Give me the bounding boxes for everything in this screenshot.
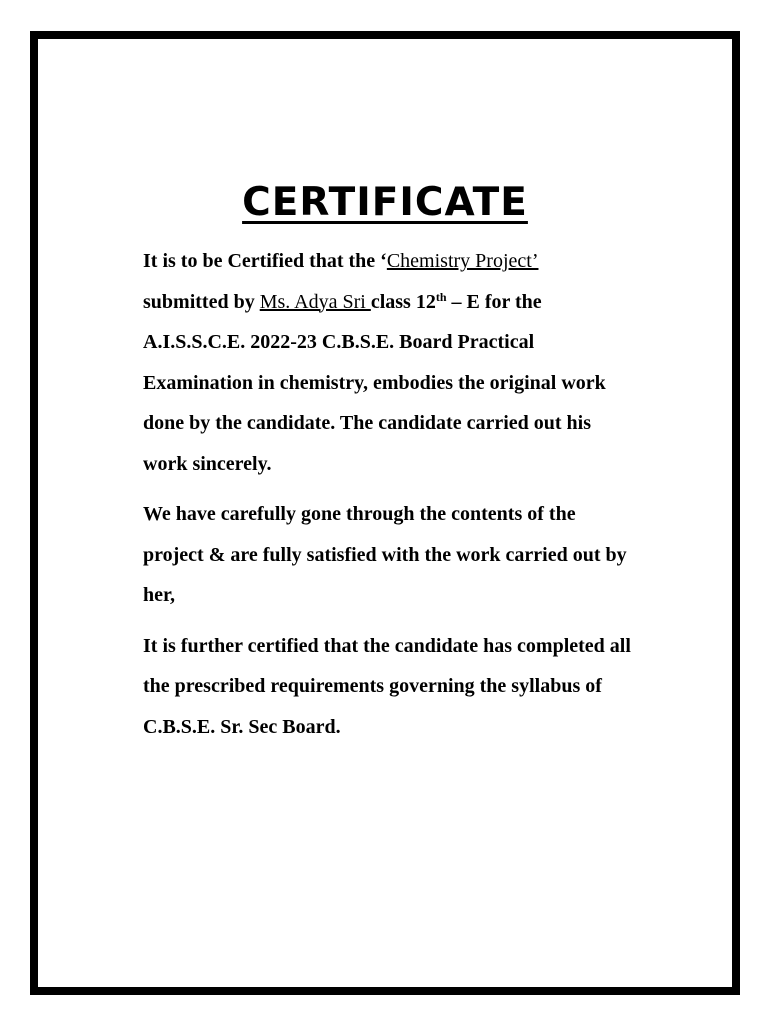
class-ordinal-suffix: th bbox=[435, 289, 447, 304]
submitted-by-text: submitted by bbox=[143, 290, 260, 313]
work-sincerely-text: work sincerely. bbox=[143, 452, 272, 475]
section-text: – E for the bbox=[446, 290, 542, 313]
student-name: Ms. Adya Sri bbox=[259, 290, 371, 313]
certificate-body bbox=[143, 241, 703, 747]
certificate-title-text: CERTIFICATE bbox=[242, 180, 528, 225]
certified-intro-text: It is to be Certified that the ‘ bbox=[143, 250, 387, 272]
satisfaction-line-2: project & are fully satisfied with the work carried out by bbox=[143, 543, 627, 566]
class-text: class 12 bbox=[370, 290, 436, 313]
completion-line-2: the prescribed requirements governing the syllabus of bbox=[143, 675, 602, 697]
exam-subject-text: Examination in chemistry, embodies the original work bbox=[143, 371, 606, 394]
satisfaction-line-1: We have carefully gone through the contents of the bbox=[143, 503, 576, 525]
completion-line-3: C.B.S.E. Sr. Sec Board. bbox=[143, 715, 341, 738]
completion-line-1: It is further certified that the candidate has completed all bbox=[143, 634, 631, 657]
exam-text: A.I.S.S.C.E. 2022-23 C.B.S.E. Board Practical bbox=[143, 331, 535, 353]
completion-paragraph bbox=[143, 626, 703, 748]
project-name: Chemistry Project’ bbox=[386, 250, 539, 272]
satisfaction-line-3: her, bbox=[143, 584, 176, 606]
candidate-work-text: done by the candidate. The candidate carried out his bbox=[143, 412, 591, 434]
certificate-border bbox=[30, 31, 740, 995]
certification-paragraph bbox=[143, 241, 703, 484]
satisfaction-paragraph bbox=[143, 494, 703, 616]
certificate-title bbox=[38, 178, 732, 228]
